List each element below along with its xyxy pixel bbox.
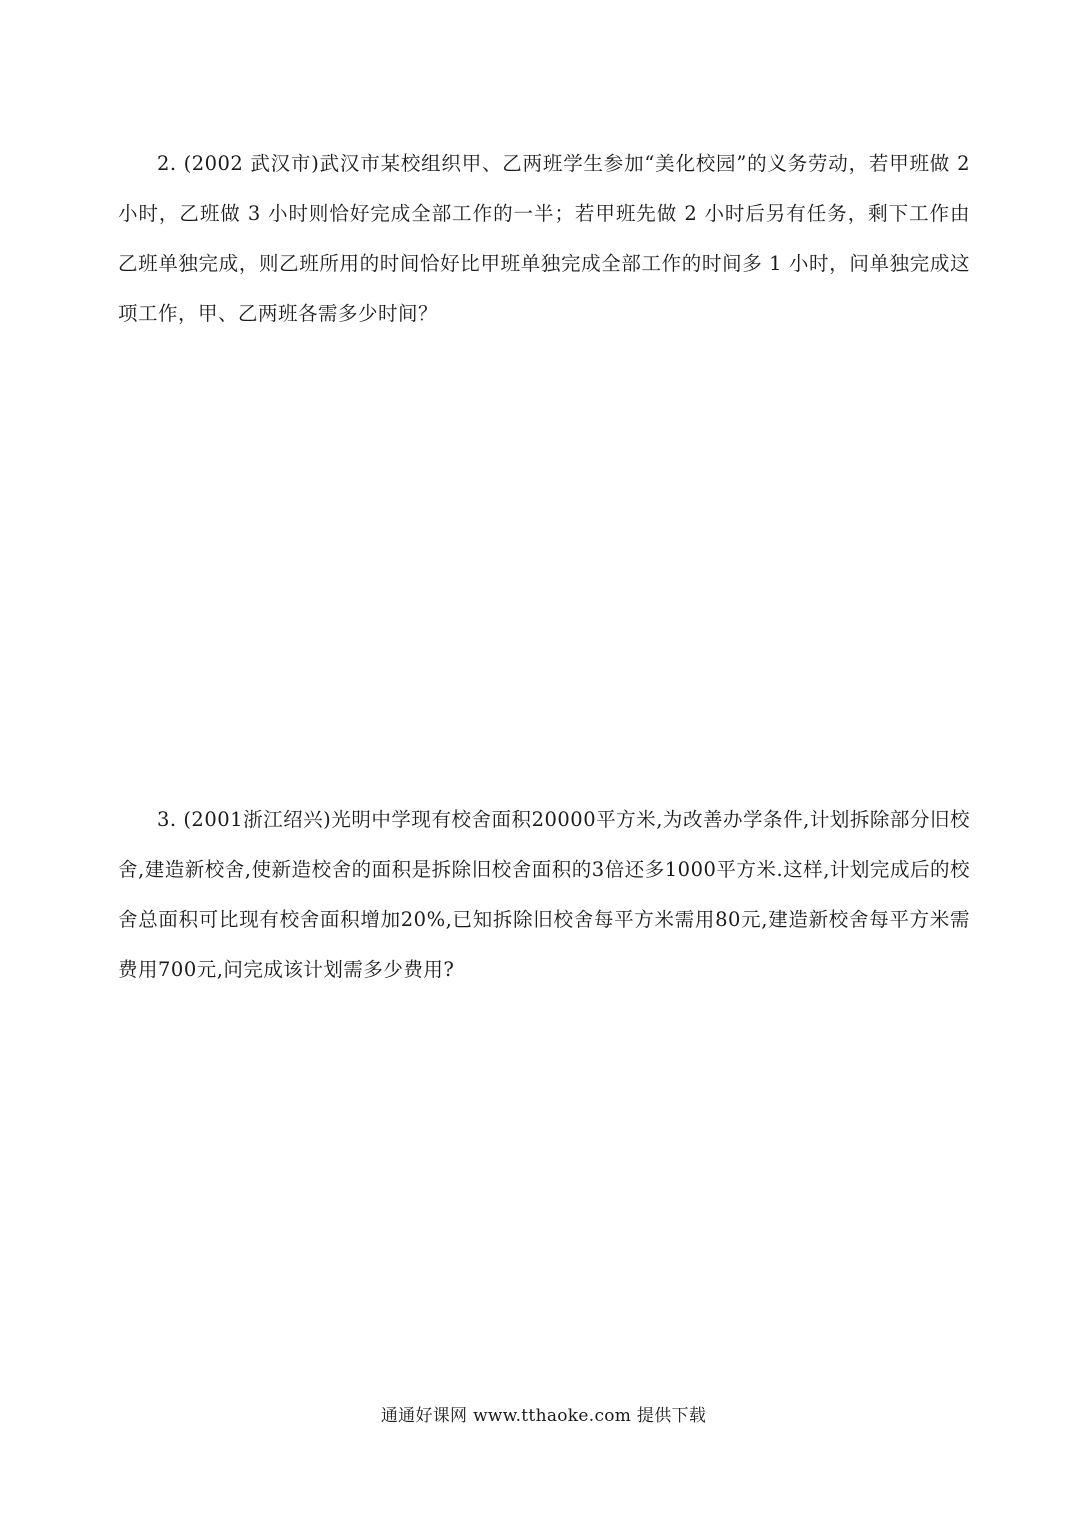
page-footer: 通通好课网 www.tthaoke.com 提供下载 xyxy=(380,1406,707,1426)
problem-3-text: 3. (2001浙江绍兴)光明中学现有校舍面积20000平方米,为改善办学条件,计划拆除部分旧校舍,建造新校舍,使新造校舍的面积是拆除旧校舍面积的3倍还多1000平方米.这样,计划完成后的校舍总面积可比现有校舍面积增加20%,已知拆除旧校舍每平方米需用80元,建造新校舍每平方米需费用700元,问完成该计划需多少费用? xyxy=(118,807,970,981)
problem-2-text: 2. (2002 武汉市)武汉市某校组织甲、乙两班学生参加“美化校园”的义务劳动，若甲班做 2 小时，乙班做 3 小时则恰好完成全部工作的一半；若甲班先做 2 小时后另有任务，剩下工作由乙班单独完成，则乙班所用的时间恰好比甲班单独完成全部工作的时间多 1 小时，问单独完成这项工作，甲、乙两班各需多少时间？ xyxy=(118,151,970,325)
